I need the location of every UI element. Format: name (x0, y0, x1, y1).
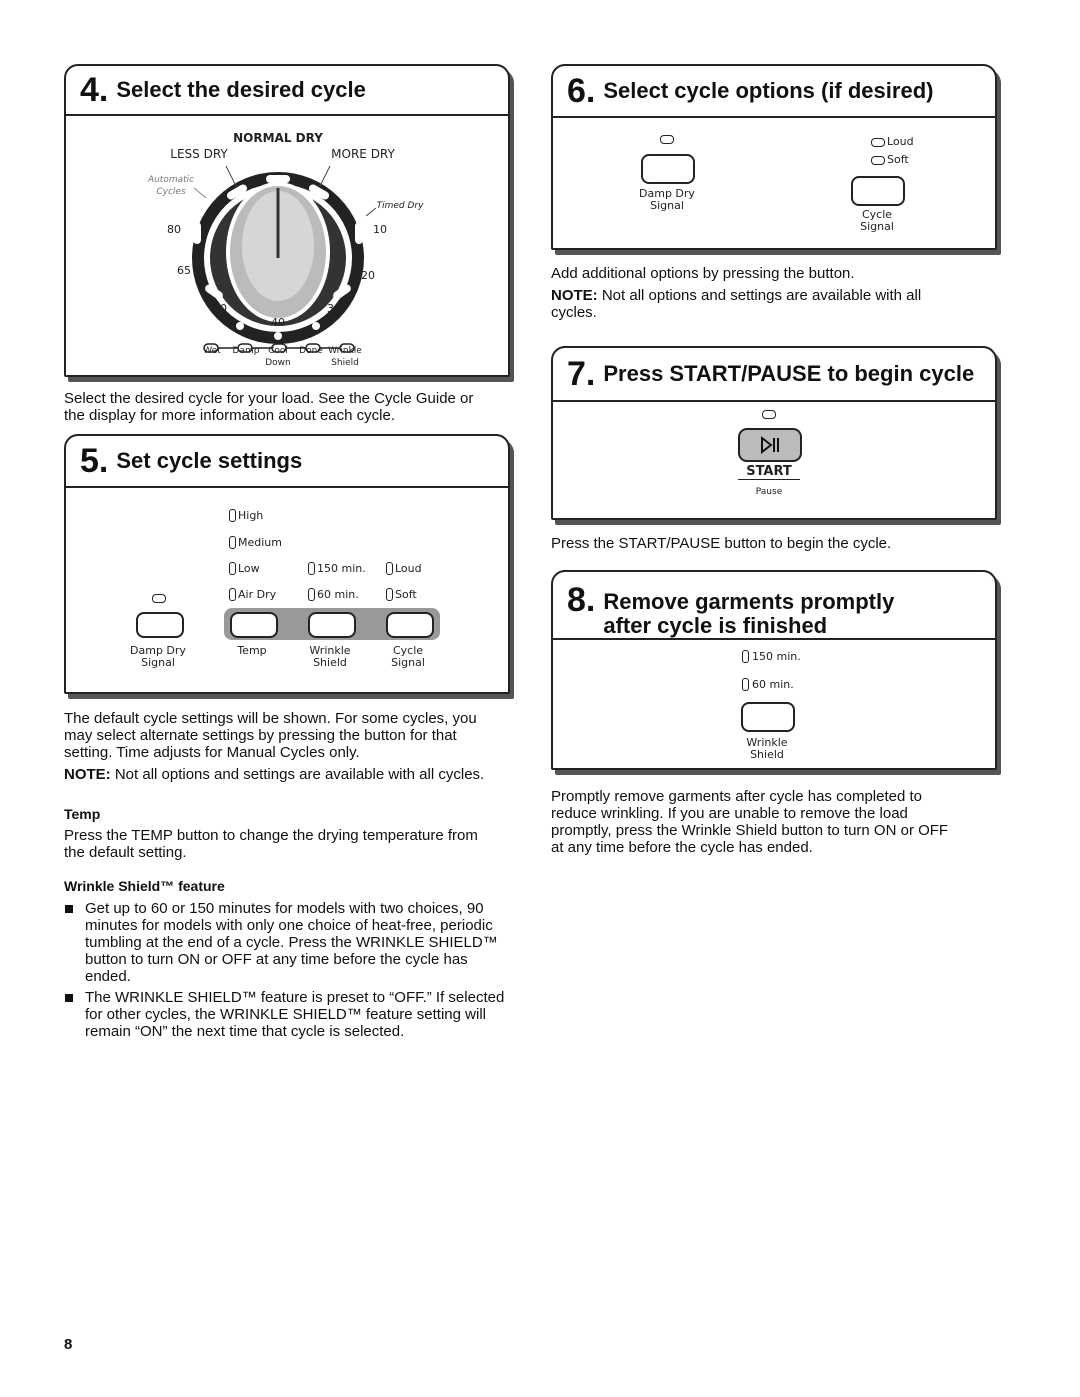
section-5-description: The default cycle settings will be shown. For some cycles, you may select alternate settings by pressing the button for that setting. Time adjusts for Manual Cycles only. (64, 710, 477, 761)
tick-50-label: 50 (213, 302, 227, 315)
temp-description: Press the TEMP button to change the drying temperature from the default setting. (64, 827, 478, 861)
play-pause-icon (740, 430, 800, 460)
section-title-line-1: Remove garments promptly (603, 589, 895, 614)
temp-low-label: Low (238, 562, 260, 575)
section-7-description: Press the START/PAUSE button to begin the cycle. (551, 535, 892, 552)
cycle-signal-label: Cycle Signal (391, 644, 425, 669)
damp-dry-signal-button[interactable] (641, 154, 695, 184)
section-6-panel (551, 64, 997, 250)
wrinkle-shield-label: Wrinkle Shield (746, 736, 788, 761)
tick-80-label: 80 (167, 223, 181, 236)
wrinkle-150-led (308, 562, 315, 575)
loud-label: Loud (887, 135, 914, 148)
section-title (603, 590, 894, 638)
temp-air-dry-label: Air Dry (238, 588, 277, 601)
cycle-signal-button[interactable] (851, 176, 905, 206)
section-6-header (553, 66, 995, 118)
tick-20-label: 20 (361, 269, 375, 282)
section-title: Set cycle settings (116, 448, 303, 473)
temp-label: Temp (237, 644, 267, 657)
timed-dry-label: Timed Dry (376, 201, 424, 211)
dial-tick (274, 332, 282, 340)
section-4-panel (64, 64, 510, 377)
damp-dry-signal-button[interactable] (136, 612, 184, 638)
dial-tick (193, 222, 201, 244)
section-title: Press START/PAUSE to begin cycle (603, 361, 975, 386)
cycle-signal-button[interactable] (386, 612, 434, 638)
dial-tick (266, 175, 290, 183)
damp-dry-led (152, 594, 166, 603)
wrinkle-bullet-1: Get up to 60 or 150 minutes for models with two choices, 90 minutes for models with only one choice of heat-free, periodic tumbling at the end of a cycle. Press the WRINKLE SHIELD™ button to turn ON or OFF at any time before the cycle has ended. (85, 900, 498, 985)
play-triangle (762, 438, 771, 452)
dial-tick (312, 322, 320, 330)
wrinkle-60-led (742, 678, 749, 691)
tick-65-label: 65 (177, 264, 191, 277)
damp-dry-signal-label: Damp Dry Signal (130, 644, 186, 669)
step-number: 7. (567, 354, 596, 393)
section-title: Select cycle options (if desired) (603, 78, 934, 103)
bullet-marker (65, 994, 73, 1002)
note-label: NOTE: (551, 287, 598, 304)
status-label-done: Done (299, 346, 323, 356)
step-number: 5. (80, 441, 109, 480)
automatic-cycles-label: Automatic Cycles (147, 175, 195, 197)
soft-led (871, 156, 885, 165)
status-label-wrinkle-shield: Wrinkle Shield (328, 346, 362, 368)
section-7-header (553, 348, 995, 402)
note-label: NOTE: (64, 766, 111, 783)
wrinkle-shield-button[interactable] (308, 612, 356, 638)
tick-10-label: 10 (373, 223, 387, 236)
start-label: START (738, 466, 800, 480)
normal-dry-label: NORMAL DRY (233, 131, 323, 145)
step-number: 8. (567, 581, 596, 619)
soft-label: Soft (887, 153, 909, 166)
section-title-line-2: after cycle is finished (603, 613, 828, 638)
temp-medium-led (229, 536, 236, 549)
cycle-signal-label: Cycle Signal (860, 208, 894, 233)
dial-tick (355, 222, 363, 244)
temp-low-led (229, 562, 236, 575)
bullet-marker (65, 905, 73, 913)
signal-soft-label: Soft (395, 588, 417, 601)
dial-tick (236, 322, 244, 330)
section-title: Select the desired cycle (116, 77, 366, 102)
wrinkle-shield-label: Wrinkle Shield (309, 644, 351, 669)
pause-label: Pause (755, 487, 783, 497)
status-label-damp: Damp (232, 346, 260, 356)
wrinkle-60-led (308, 588, 315, 601)
section-6-note (551, 287, 971, 321)
section-5-header (66, 436, 508, 488)
loud-led (871, 138, 885, 147)
tick-30-label: 30 (327, 302, 341, 315)
temp-high-led (229, 509, 236, 522)
temp-heading: Temp (64, 806, 101, 822)
wrinkle-bullet-2: The WRINKLE SHIELD™ feature is preset to “OFF.” If selected for other cycles, the WRINKLE SHIELD™ feature setting will remain “ON” the next time that cycle is selected. (85, 989, 505, 1040)
temp-air-dry-led (229, 588, 236, 601)
section-8-description: Promptly remove garments after cycle has completed to reduce wrinkling. If you are unable to remove the load promptly, press the Wrinkle Shield button to turn ON or OFF at any time before the cycle has ended. (551, 788, 949, 856)
page-number: 8 (64, 1336, 73, 1353)
wrinkle-150-led (742, 650, 749, 663)
status-label-cool-down: Cool Down (265, 346, 291, 368)
section-6-description: Add additional options by pressing the button. (551, 265, 855, 282)
wrinkle-60-label: 60 min. (317, 588, 359, 601)
damp-dry-signal-label: Damp Dry Signal (639, 187, 695, 212)
wrinkle-shield-heading: Wrinkle Shield™ feature (64, 878, 225, 894)
temp-medium-label: Medium (238, 536, 282, 549)
temp-high-label: High (238, 509, 264, 522)
wrinkle-150-label: 150 min. (317, 562, 366, 575)
wrinkle-150-label: 150 min. (752, 650, 801, 663)
note-text: Not all options and settings are available with all cycles. (110, 766, 485, 783)
step-number: 4. (80, 70, 109, 109)
step-number: 6. (567, 71, 596, 110)
start-pause-button[interactable] (738, 428, 802, 462)
more-dry-pointer-line (320, 166, 330, 186)
section-4-header (66, 66, 508, 116)
status-label-wet: Wet (203, 346, 221, 356)
section-8-panel (551, 570, 997, 770)
tick-40-label: 40 (271, 316, 285, 329)
less-dry-pointer-line (226, 166, 236, 186)
signal-soft-led (386, 588, 393, 601)
signal-loud-led (386, 562, 393, 575)
section-5-panel (64, 434, 510, 694)
less-dry-label: LESS DRY (170, 147, 228, 161)
cycle-dial[interactable] (66, 118, 508, 368)
more-dry-label: MORE DRY (331, 147, 395, 161)
section-7-panel (551, 346, 997, 520)
section-4-description: Select the desired cycle for your load. See the Cycle Guide or the display for more information about each cycle. (64, 390, 474, 424)
temp-button[interactable] (230, 612, 278, 638)
wrinkle-60-label: 60 min. (752, 678, 794, 691)
wrinkle-shield-button[interactable] (741, 702, 795, 732)
start-led (762, 410, 776, 419)
signal-loud-label: Loud (395, 562, 422, 575)
note-text: Not all options and settings are available with all cycles. (551, 287, 922, 321)
section-8-header (553, 572, 995, 640)
section-5-note (64, 766, 524, 783)
damp-dry-led (660, 135, 674, 144)
